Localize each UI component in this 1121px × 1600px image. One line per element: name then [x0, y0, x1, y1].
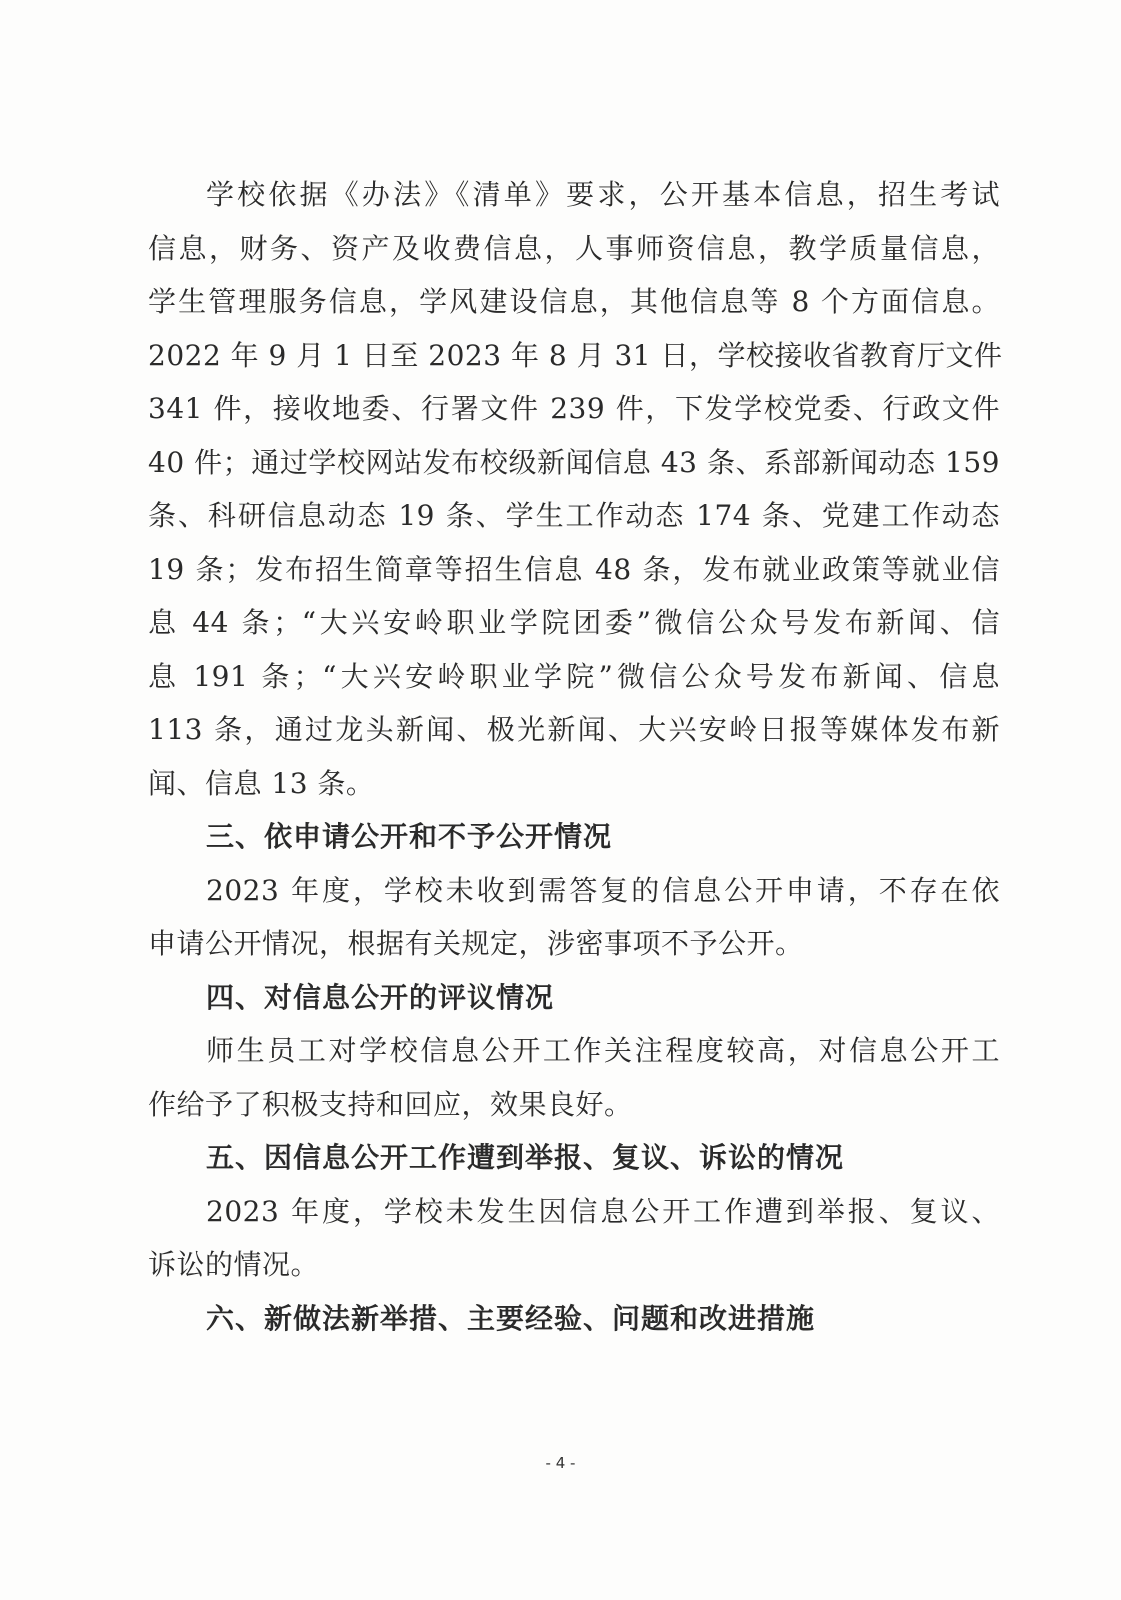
paragraph-line: 申请公开情况，根据有关规定，涉密事项不予公开。	[148, 927, 804, 960]
document-body	[148, 168, 1003, 1345]
paragraph-line: 息 44 条；“大兴安岭职业学院团委”微信公众号发布新闻、信	[148, 606, 1000, 639]
paragraph-line: 师生员工对学校信息公开工作关注程度较高，对信息公开工	[206, 1034, 1000, 1067]
paragraph-line: 诉讼的情况。	[148, 1248, 320, 1281]
section-heading: 五、因信息公开工作遭到举报、复议、诉讼的情况	[206, 1141, 845, 1174]
paragraph-line: 息 191 条；“大兴安岭职业学院”微信公众号发布新闻、信息	[148, 659, 1000, 693]
paragraph-line: 2023 年度，学校未发生因信息公开工作遭到举报、复议、	[206, 1194, 1000, 1228]
paragraph-line: 学生管理服务信息，学风建设信息，其他信息等 8 个方面信息。	[148, 285, 1000, 318]
page-number: - 4 -	[545, 1454, 576, 1472]
paragraph-line: 40 件；通过学校网站发布校级新闻信息 43 条、系部新闻动态 159	[148, 445, 1000, 479]
paragraph-line: 19 条；发布招生简章等招生信息 48 条，发布就业政策等就业信	[148, 552, 1000, 586]
paragraph-line: 2022 年 9 月 1 日至 2023 年 8 月 31 日，学校接收省教育厅文件	[148, 338, 1003, 372]
paragraph-line: 341 件，接收地委、行署文件 239 件，下发学校党委、行政文件	[148, 392, 1000, 425]
section-heading: 四、对信息公开的评议情况	[206, 980, 555, 1014]
paragraph-line: 作给予了积极支持和回应，效果良好。	[148, 1087, 633, 1121]
paragraph-line: 信息，财务、资产及收费信息，人事师资信息，教学质量信息，	[148, 231, 1000, 265]
section-heading: 六、新做法新举措、主要经验、问题和改进措施	[206, 1301, 816, 1335]
paragraph-line: 条、科研信息动态 19 条、学生工作动态 174 条、党建工作动态	[148, 499, 1000, 532]
section-heading: 三、依申请公开和不予公开情况	[206, 820, 613, 853]
paragraph-line: 闻、信息 13 条。	[148, 766, 375, 800]
paragraph-line: 学校依据《办法》《清单》要求，公开基本信息，招生考试	[206, 178, 1000, 211]
paragraph-line: 2023 年度，学校未收到需答复的信息公开申请，不存在依	[206, 873, 1000, 907]
paragraph-line: 113 条，通过龙头新闻、极光新闻、大兴安岭日报等媒体发布新	[148, 713, 1000, 746]
